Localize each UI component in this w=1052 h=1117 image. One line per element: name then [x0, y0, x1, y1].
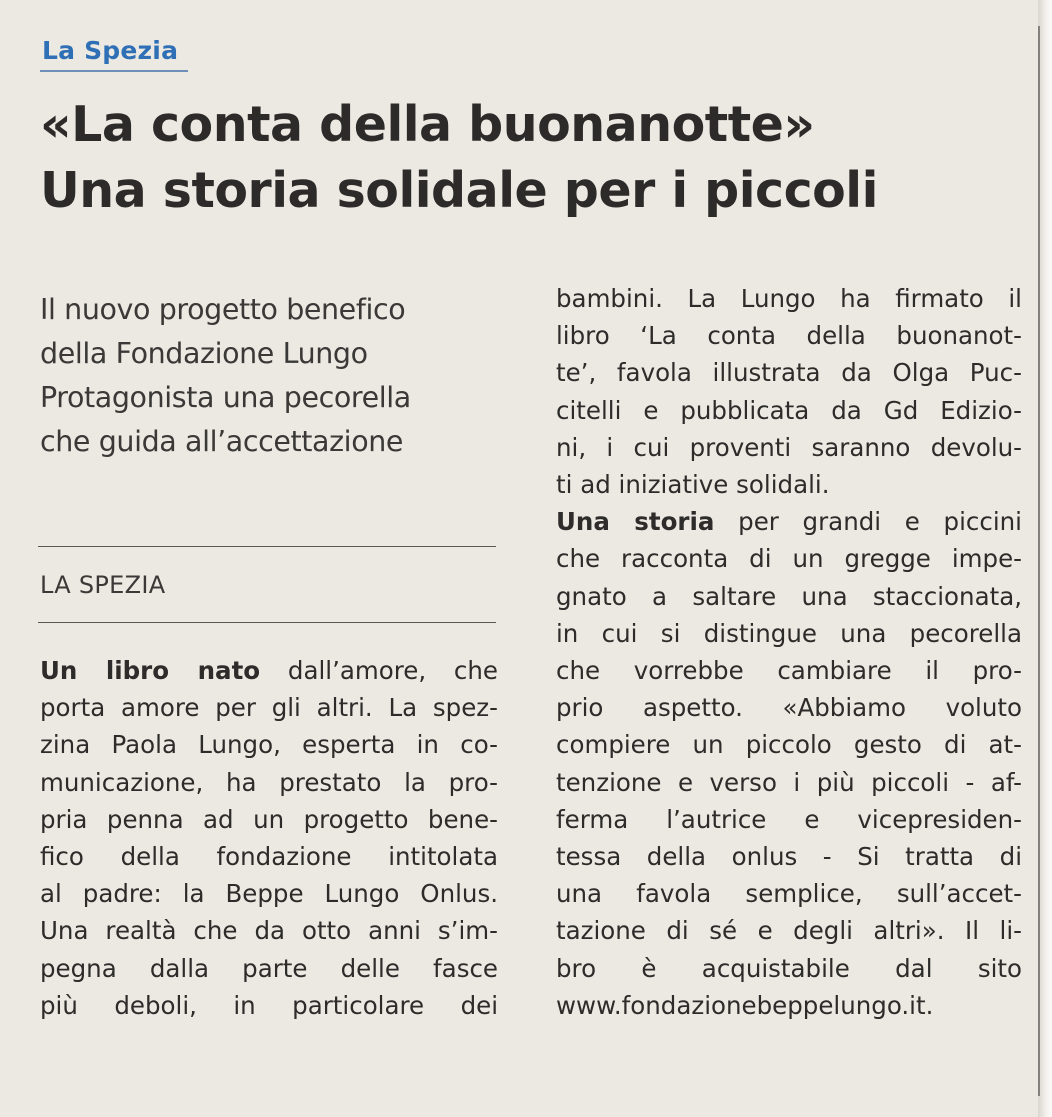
headline-line-2: Una storia solidale per i piccoli	[40, 162, 878, 219]
section-underline	[40, 70, 188, 72]
subhead-line: della Fondazione Lungo	[40, 337, 368, 370]
subhead-line: che guida all’accettazione	[40, 425, 404, 458]
body-line: tazione di sé e degli altri». Il li-	[556, 916, 1022, 946]
dateline: LA SPEZIA	[40, 571, 166, 599]
body-line: compiere un piccolo gesto di at-	[556, 730, 1022, 760]
page-edge	[1038, 0, 1052, 1117]
body-line: tessa della onlus - Si tratta di	[556, 842, 1022, 872]
body-line: Una realtà che da otto anni s’im-	[40, 916, 498, 946]
divider-bottom	[38, 622, 496, 623]
body-line: bro è acquistabile dal sito	[556, 953, 1022, 983]
body-text: dall’amore, che	[260, 656, 498, 685]
page-fold-line	[1038, 26, 1040, 1096]
body-line: porta amore per gli altri. La spez-	[40, 693, 498, 723]
subheadline	[40, 288, 510, 464]
section-label: La Spezia	[42, 36, 179, 65]
body-line: gnato a saltare una staccionata,	[556, 581, 1022, 611]
body-line: fico della fondazione intitolata	[40, 842, 498, 872]
body-line: pegna dalla parte delle fasce	[40, 953, 498, 983]
body-line: zina Paola Lungo, esperta in co-	[40, 730, 498, 760]
body-line: tenzione e verso i più piccoli - af-	[556, 767, 1022, 797]
divider-top	[38, 546, 496, 547]
article-column-left	[40, 652, 498, 1024]
body-line: ni, i cui proventi saranno devolu-	[556, 432, 1022, 462]
body-line: al padre: la Beppe Lungo Onlus.	[40, 879, 498, 909]
body-line: che racconta di un gregge impe-	[556, 544, 1022, 574]
body-line: libro ‘La conta della buonanot-	[556, 321, 1022, 351]
body-line	[556, 503, 1022, 540]
subhead-line: Protagonista una pecorella	[40, 381, 411, 414]
body-line: ferma l’autrice e vicepresiden-	[556, 804, 1022, 834]
lead-in: Una storia	[556, 507, 715, 537]
article-column-right	[556, 280, 1022, 1024]
headline-line-1: «La conta della buonanotte»	[40, 96, 815, 153]
body-line: te’, favola illustrata da Olga Puc-	[556, 358, 1022, 388]
website-link: www.fondazionebeppelungo.it.	[556, 990, 934, 1020]
body-line: ti ad iniziative solidali.	[556, 470, 830, 500]
body-line: pria penna ad un progetto bene-	[40, 804, 498, 834]
body-text: per grandi e piccini	[714, 507, 1022, 537]
body-line	[40, 652, 498, 689]
body-line: bambini. La Lungo ha firmato il	[556, 284, 1022, 313]
body-line: prio aspetto. «Abbiamo voluto	[556, 693, 1022, 723]
body-line: in cui si distingue una pecorella	[556, 618, 1022, 648]
body-line: che vorrebbe cambiare il pro-	[556, 656, 1022, 686]
body-line: più deboli, in particolare dei	[40, 990, 498, 1020]
body-line: municazione, ha prestato la pro-	[40, 767, 498, 797]
headline	[40, 92, 1030, 224]
body-line: citelli e pubblicata da Gd Edizio-	[556, 395, 1022, 425]
lead-in: Un libro nato	[40, 656, 261, 685]
subhead-line: Il nuovo progetto benefico	[40, 293, 406, 326]
body-line: una favola semplice, sull’accet-	[556, 879, 1022, 909]
